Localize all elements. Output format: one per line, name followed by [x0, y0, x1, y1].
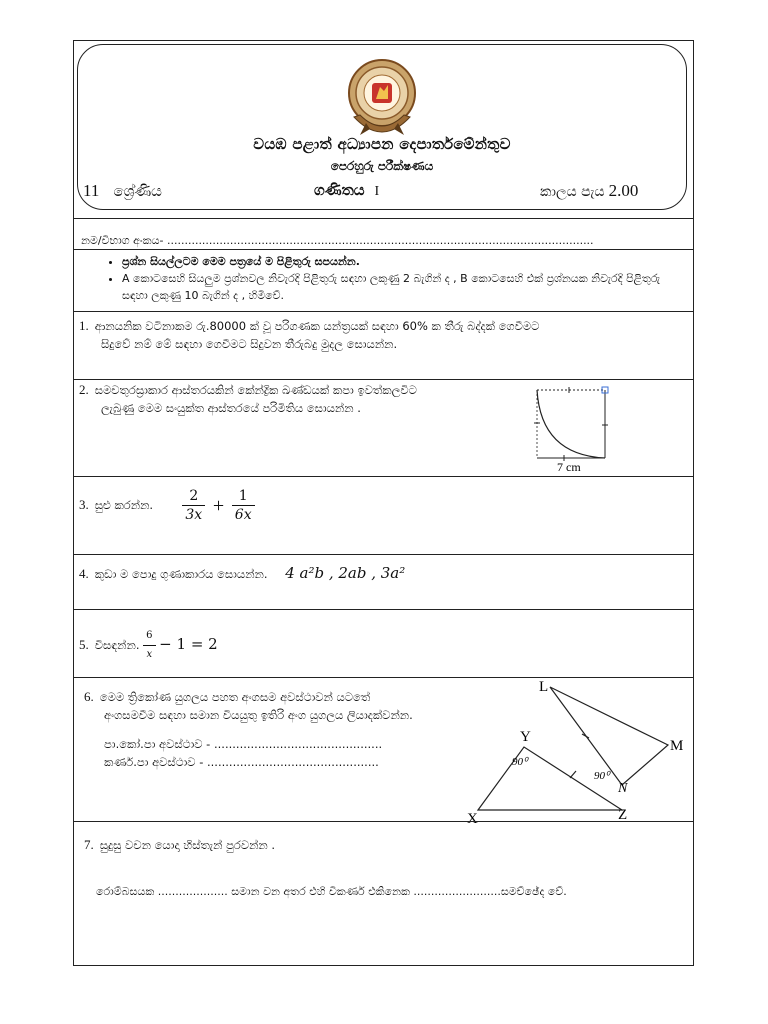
sector-arc [537, 390, 605, 458]
time-label: කාලය පැය [540, 184, 605, 200]
angle-label-y: 90⁰ [512, 756, 528, 768]
divider [74, 218, 693, 219]
grade-text: ශ්‍රේණිය [113, 182, 162, 200]
question-text: විසඳන්න. [94, 638, 140, 652]
grade-label [83, 181, 162, 201]
case-line: පා.කෝ.පා අවස්ථාව - .............................................. [104, 737, 383, 751]
vertex-label-y: Y [520, 729, 531, 745]
question-2 [79, 381, 519, 417]
subject-label [314, 181, 379, 200]
divider [74, 379, 693, 380]
paper-number: I [374, 184, 380, 199]
divider [74, 476, 693, 477]
divider [74, 249, 693, 250]
header-box [77, 44, 687, 210]
square-sector-figure [529, 385, 619, 473]
instruction-item: • A කොටසෙහි සියලුම ප්‍රශ්නවල නිවැරදි පිළිතුරු සඳහා ලකුණු 2 බැගින් ද , B කොටසෙහි එක් ප්‍රශ්නයක නිවැරදි පිළිතුරු සඳහා ලකුණු 10 බැගින් ද , හිමිවේ. [122, 270, 677, 304]
question-number: 3. [79, 497, 89, 512]
question-number: 7. [84, 837, 94, 852]
question-1 [79, 317, 679, 353]
dimension-label: 7 cm [557, 460, 581, 473]
plus-sign: + [212, 494, 225, 517]
question-7 [84, 836, 275, 854]
time-value: 2.00 [608, 181, 639, 200]
fraction: $\frac{1}{6x}$ [232, 487, 255, 524]
case-line: කර්ණ.පා අවස්ථාව - ............................................... [104, 755, 379, 769]
divider [74, 609, 693, 610]
expression: 4 a²b , 2ab , 3a² [285, 564, 406, 582]
question-text: ආනයනික වටිනාකම රු.80000 ක් වූ පරිගණක යන්ත්‍රයක් සඳහා 60% ක තීරු බද්දක් ගෙවීමට [94, 319, 540, 333]
question-4 [79, 564, 405, 583]
name-index-line: නම/විභාග අංකය- .......................................................................................................................... [81, 234, 594, 247]
equation-rest: − 1 = 2 [159, 635, 218, 653]
vertex-label-m: M [670, 738, 684, 754]
equal-side-tick [570, 771, 576, 778]
question-number: 2. [79, 382, 89, 397]
question-number: 5. [79, 637, 89, 652]
provincial-emblem [344, 57, 420, 141]
divider [74, 311, 693, 312]
vertex-label-x: X [467, 811, 478, 825]
question-number: 4. [79, 566, 89, 581]
question-text: සුළු කරන්න. [94, 498, 154, 512]
question-number: 6. [84, 689, 94, 704]
question-text: මෙම ත්‍රිකෝණ යුගලය පහත අංගසම අවස්ථාවන් යටතේ [99, 690, 371, 704]
question-text: ලැබුණු මෙම සංයුක්ත ආස්තරයේ පරිමිතිය සොයන්න . [101, 401, 361, 415]
question-text: සමචතුරස්‍රාකාර ආස්තරයකින් කේන්ද්‍රික ඛණ්ඩයක් කපා ඉවත්කලවිට [94, 383, 417, 397]
divider [74, 821, 693, 822]
vertex-label-z: Z [618, 807, 628, 823]
angle-label-n: 90⁰ [594, 770, 610, 782]
instructions [104, 253, 677, 304]
triangle-pair-figure [454, 675, 694, 825]
fill-in-sentence: රොම්බසයක .................... සමාන වන අතර එහි විකර්ණ එකිනෙක .........................සමච්ඡේද වේ. [96, 885, 567, 898]
vertex-label-l: L [539, 679, 549, 695]
grade-number: 11 [83, 181, 100, 200]
subject-text: ගණිතය [314, 181, 365, 199]
question-3 [79, 487, 255, 524]
fraction: $\frac{2}{3x}$ [182, 487, 205, 524]
question-text: සිදුවේ නම් මේ සඳහා ගෙවීමට සිදුවන තීරුබදු මුදල සොයන්න. [101, 337, 398, 351]
question-number: 1. [79, 318, 89, 333]
question-5 [79, 627, 218, 664]
divider [74, 554, 693, 555]
question-text: කුඩා ම පොදු ගුණාකාරය සොයන්න. [94, 567, 268, 581]
exam-title: පෙරහුරු පරීක්ෂණය [330, 159, 434, 173]
instruction-item: • ප්‍රශ්න සියල්ලටම මෙම පත්‍රයේ ම පිළිතුරු සපයන්න. [122, 253, 677, 270]
fraction: $\frac{6}{x}$ [143, 627, 155, 664]
exam-paper [73, 40, 694, 966]
question-text: අංගසමවීම සඳහා සමාන වියයුතු ඉතිරි අංග යුගලය ලියාදක්වන්න. [104, 708, 413, 722]
question-text: සුදුසු වචන යොදා හිස්තැන් පුරවන්න . [99, 838, 276, 852]
question-6 [84, 688, 504, 771]
vertex-label-n: N [618, 781, 628, 796]
department-title: වයඹ පළාත් අධ්‍යාපන දෙපාර්තමේන්තුව [253, 135, 511, 153]
time-allowed [540, 181, 638, 201]
